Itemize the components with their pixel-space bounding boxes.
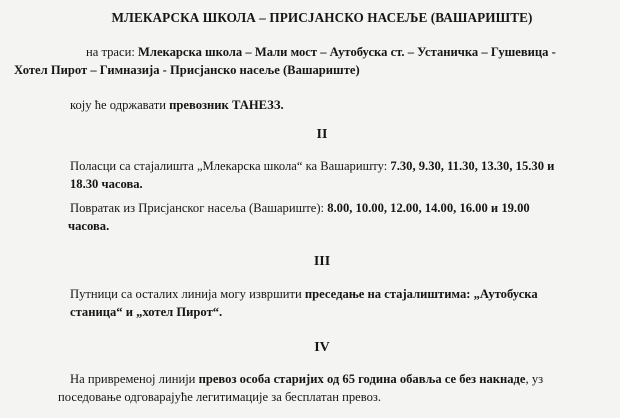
operator-name: превозник ТАНЕЗЗ. [169, 98, 284, 112]
returns-text: Повратак из Присјанског насеља (Вашариште): [70, 201, 328, 215]
departures-paragraph [70, 157, 574, 193]
transfer-stops-line1: преседање на стајалиштима: „Аутобуска [304, 287, 538, 301]
route-stops-line2: Хотел Пирот – Гимназија - Присјанско насеље (Вашариште) [14, 63, 360, 77]
route-paragraph [14, 43, 574, 79]
route-stops-line1: Млекарска школа – Мали мост – Аутобуска ст. – Устаничка – Гушевица - [138, 45, 556, 59]
free-tail: , уз [525, 372, 544, 386]
transfer-text: Путници са осталих линија могу извршити [70, 287, 305, 301]
departures-text: Поласци са стајалишта „Млекарска школа“ ка Вашаришту: [70, 159, 391, 173]
section-heading-ii: II [316, 127, 328, 142]
returns-times-line1: 8.00, 10.00, 12.00, 14.00, 16.00 и 19.00 [327, 201, 530, 215]
returns-times-line2: часова. [68, 219, 110, 233]
departures-times-line1: 7.30, 9.30, 11.30, 13.30, 15.30 и [390, 159, 555, 173]
transfer-stops-line2: станица“ и „хотел Пирот“. [70, 305, 223, 319]
document-title: МЛЕКАРСКА ШКОЛА – ПРИСЈАНСКО НАСЕЉЕ (ВАШАРИШТЕ) [111, 10, 533, 25]
free-text: На привременој линији [70, 372, 199, 386]
free-bold: превоз особа старијих од 65 година обавља се без накнаде [198, 372, 526, 386]
route-prefix: на траси: [86, 45, 138, 59]
departures-times-line2: 18.30 часова. [70, 177, 143, 191]
free-line2: поседовање одговарајуће легитимације за бесплатан превоз. [58, 390, 382, 404]
transfer-paragraph [70, 285, 574, 321]
section-heading-iii: III [313, 254, 331, 269]
section-heading-iv: IV [314, 340, 330, 355]
returns-paragraph [70, 199, 574, 235]
operator-prefix: коју ће одржавати [70, 98, 170, 112]
free-transport-paragraph [58, 370, 574, 406]
operator-paragraph [70, 96, 574, 114]
